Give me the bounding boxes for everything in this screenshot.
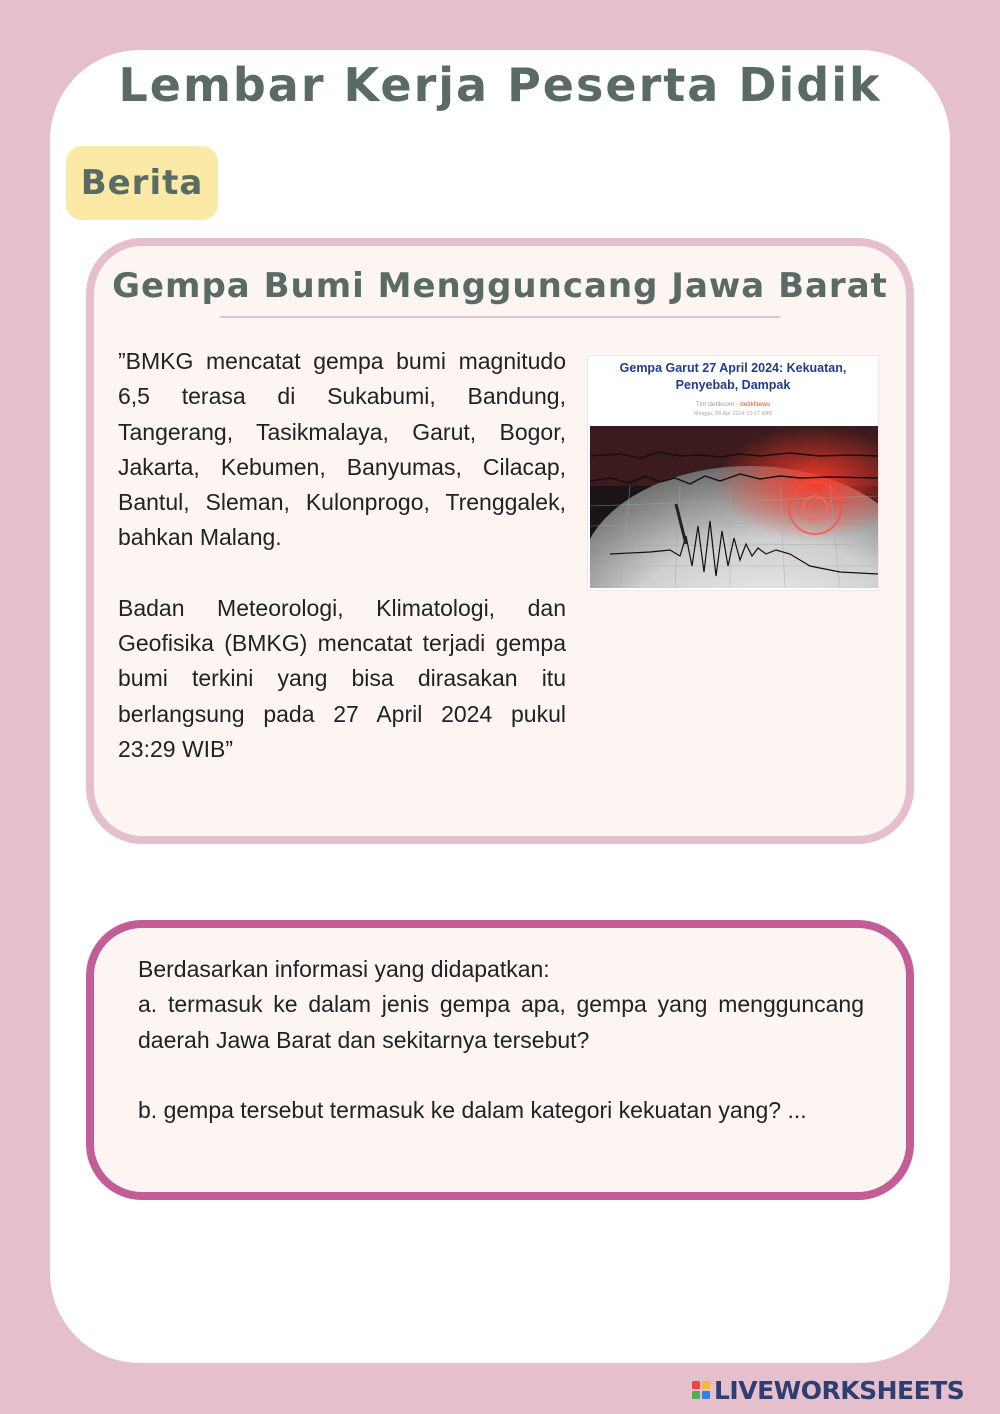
news-paragraph: ”BMKG mencatat gempa bumi magnitudo 6,5 terasa di Sukabumi, Bandung, Tangerang, Tasikmalaya, Garut, Bogor, Jakarta, Kebumen, Banyumas, Cilacap, Bantul, Sleman, Kulonprogo, Trenggalek, bahkan Malang. [118,348,566,551]
news-title: Gempa Bumi Mengguncang Jawa Barat [112,266,888,306]
article-author: Tim detikcom - [695,401,741,408]
liveworksheets-watermark [692,1376,964,1404]
question-card [86,920,914,1200]
logo-square-green [692,1391,700,1399]
logo-square-blue [702,1391,710,1399]
liveworksheets-logo-icon [692,1381,710,1399]
news-card [86,238,914,844]
article-date: Minggu, 28 Apr 2024 10:17 WIB [694,411,772,417]
news-body [118,344,566,767]
article-brand: detikNews [740,401,771,408]
watermark-text: LIVEWORKSHEETS [714,1375,965,1405]
article-byline [588,400,878,409]
question-intro: Berdasarkan informasi yang didapatkan: [138,956,550,982]
question-item-a: a. termasuk ke dalam jenis gempa apa, gempa yang mengguncang daerah Jawa Barat dan sekitarnya tersebut? [138,991,864,1053]
news-paragraph: Badan Meteorologi, Klimatologi, dan Geofisika (BMKG) mencatat terjadi gempa bumi terkini yang bisa dirasakan itu berlangsung pada 27 April 2024 pukul 23:29 WIB” [118,594,566,762]
logo-square-yellow [702,1381,710,1389]
news-divider [220,316,780,318]
question-item-b: b. gempa tersebut termasuk ke dalam kategori kekuatan yang? ... [138,1096,807,1123]
logo-square-red [692,1381,700,1389]
page-title: Lembar Kerja Peserta Didik [118,58,882,112]
question-body [138,952,864,1128]
seismograph-icon [590,426,878,588]
news-article-image [588,356,878,590]
article-headline: Gempa Garut 27 April 2024: Kekuatan, Penyebab, Dampak [619,361,847,392]
section-tab-berita: Berita [66,146,218,220]
